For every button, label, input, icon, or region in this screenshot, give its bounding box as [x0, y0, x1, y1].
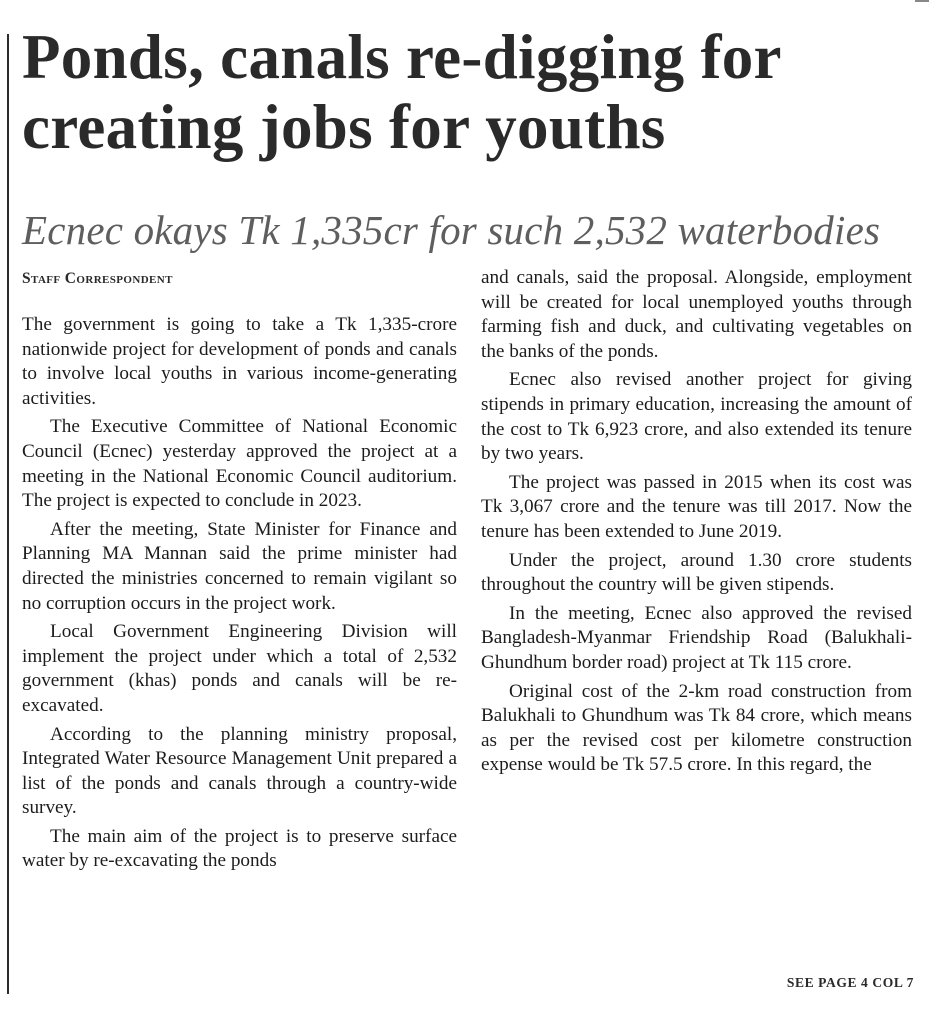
paragraph: The Executive Committee of National Economic Council (Ecnec) yesterday approved the project at a meeting in the National Economic Council auditorium. The project is expected to conclude in 2023.: [22, 416, 457, 512]
subheadline: Ecnec okays Tk 1,335cr for such 2,532 waterbodies: [22, 207, 881, 253]
paragraph: The government is going to take a Tk 1,335-crore nationwide project for development of ponds and canals to involve local youths in various income-generating activities.: [22, 314, 457, 409]
headline-line-1: Ponds, canals re-digging for: [22, 22, 782, 92]
paragraph: Under the project, around 1.30 crore students throughout the country will be given stipends.: [481, 549, 912, 596]
paragraph: The main aim of the project is to preserve surface water by re-excavating the ponds: [22, 825, 457, 872]
crop-mark: [915, 0, 929, 2]
column-rule: [7, 34, 9, 994]
paragraph: and canals, said the proposal. Alongside, employment will be created for local unemployed youths through farming fish and duck, and cultivating vegetables on the banks of the ponds.: [481, 267, 912, 362]
paragraph: Ecnec also revised another project for giving stipends in primary education, increasing the amount of the cost to Tk 6,923 crore, and also extended its tenure by two years.: [481, 369, 912, 465]
headline-line-2: creating jobs for youths: [22, 92, 666, 162]
article-column-left: [22, 267, 457, 878]
paragraph: The project was passed in 2015 when its cost was Tk 3,067 crore and the tenure was till 2017. Now the tenure has been extended to June 2019.: [481, 471, 912, 542]
paragraph: After the meeting, State Minister for Finance and Planning MA Mannan said the prime minister had directed the ministries concerned to remain vigilant so no corruption occurs in the project work.: [22, 518, 457, 614]
paragraph: According to the planning ministry proposal, Integrated Water Resource Management Unit prepared a list of the ponds and canals through a country-wide survey.: [22, 723, 457, 819]
paragraph: Original cost of the 2-km road construction from Balukhali to Ghundhum was Tk 84 crore, which means as per the revised cost per kilometre construction expense would be Tk 57.5 crore. In this regard, the: [481, 680, 912, 776]
continuation-jump-line: SEE PAGE 4 COL 7: [786, 975, 914, 990]
paragraph: Local Government Engineering Division will implement the project under which a total of 2,532 government (khas) ponds and canals will be re-excavated.: [22, 621, 457, 716]
headline: [22, 22, 927, 162]
article-column-right: [481, 266, 912, 782]
paragraph: In the meeting, Ecnec also approved the revised Bangladesh-Myanmar Friendship Road (Balukhali-Ghundhum border road) project at Tk 115 crore.: [481, 602, 912, 673]
byline: Staff Correspondent: [22, 270, 173, 287]
